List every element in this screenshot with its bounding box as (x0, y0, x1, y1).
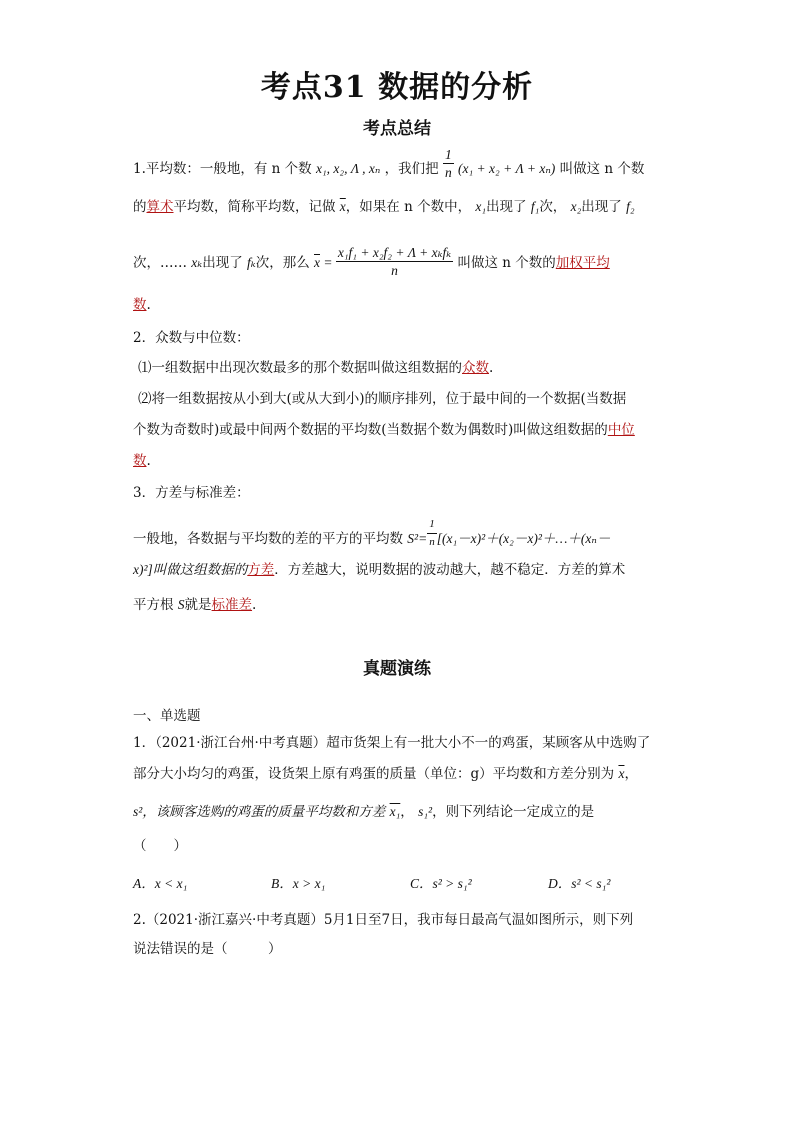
item1-line3-text-c: 次，那么 (255, 255, 310, 271)
item3-l3-end: . (252, 597, 257, 613)
item1-fk: fₖ (247, 255, 256, 270)
item3-l3-text-a: 平方根 (133, 597, 174, 613)
q1-line3 (133, 802, 594, 822)
item1-line1 (133, 147, 645, 187)
term-variance: 方差 (247, 562, 275, 578)
q1-option-b[interactable]: B．x > x₁ (271, 876, 326, 891)
item1-line3-text-a: 次，…… (133, 255, 187, 271)
item1-x2: x₂ (570, 199, 582, 214)
practice-heading: 真题演练 (363, 659, 431, 679)
q1-option-d[interactable]: D．s² < s₁² (548, 876, 611, 891)
q1-l2-text: 部分大小均匀的鸡蛋，设货架上原有鸡蛋的质量（单位：g）平均数和方差分别为 (133, 766, 615, 782)
item2-p2-line1: ⑵将一组数据按从小到大(或从大到小)的顺序排列，位于最中间的一个数据(当数据 (138, 391, 627, 407)
section-label: 一、单选题 (133, 708, 201, 724)
item1-expr: (x₁ + x₂ + Λ + xₙ) (457, 161, 556, 176)
item3-l2-text: ．方差越大，说明数据的波动越大，越不稳定．方差的算术 (274, 562, 626, 578)
q2-line2: 说法错误的是（ ） (133, 941, 282, 957)
item1-xk: xₖ (191, 255, 203, 270)
q1-s1: s₁² (418, 804, 433, 819)
item1-f2: f₂ (626, 199, 635, 214)
item1-line2-text-b: 平均数，简称平均数，记做 (173, 199, 336, 215)
item1-frac-den: n (444, 165, 452, 180)
item3-heading: 3．方差与标准差： (133, 485, 250, 501)
term-mode: 众数 (462, 360, 489, 376)
summary-heading: 考点总结 (363, 119, 431, 139)
page-title: 考点31 数据的分析 (260, 70, 534, 105)
q1-l2-end: ， (624, 766, 638, 782)
q1-l3-tail: ，则下列结论一定成立的是 (432, 804, 595, 820)
q1-l3-text: s²，该顾客选购的鸡蛋的质量平均数和方差 (133, 804, 386, 819)
item3-l3-text-b: 就是 (184, 597, 212, 613)
item1-line2-text-e: 次， (539, 199, 567, 215)
item1-line3-text-d: 叫做这 n 个数的 (457, 255, 556, 271)
q1-line2 (133, 764, 638, 784)
weighted-fraction (336, 244, 453, 279)
weighted-den: n (391, 263, 398, 278)
q1-l3-sep: ， (400, 804, 414, 820)
item1-frac-num: 1 (444, 147, 452, 162)
item1-xbar: $\overline{x}$ (339, 199, 346, 214)
term-std: 标准差 (211, 597, 253, 613)
q1-option-c[interactable]: C．s² > s₁² (410, 876, 472, 891)
variance-frac-den: n (429, 536, 435, 548)
q1-paren: （ ） (133, 838, 187, 854)
variance-symbol: S²= (407, 531, 428, 546)
item1-line4 (133, 295, 151, 315)
item3-l1-text: 一般地，各数据与平均数的差的平方的平均数 (133, 531, 403, 547)
item1-line2-text-a: 的 (133, 199, 147, 215)
item1-line2 (133, 197, 635, 217)
item1-f1: f₁ (530, 199, 540, 214)
item1-line3: 次，…… xₖ出现了 fₖ次，那么 $\overline{x}$ = $\frac{\text{x₁f₁ + x₂f₂ + Λ + xₖfₖ}}{n}$ 叫做这 n 个数的加权平均 (133, 245, 610, 278)
term-median-a: 中位 (607, 422, 635, 438)
q2-line1: 2.（2021·浙江嘉兴·中考真题）5月1日至7日，我市每日最高气温如图所示，则下列 (133, 912, 634, 928)
item2-p1 (138, 358, 493, 378)
item1-xbar-2: $\overline{x}$ (314, 255, 320, 270)
term-weighted-b: 数 (133, 297, 147, 313)
item3-line1 (133, 518, 611, 557)
term-weighted-a: 加权平均 (555, 255, 610, 271)
item2-p2-line2 (133, 420, 635, 440)
item2-p1-end: . (489, 360, 494, 376)
item2-p2-end: . (146, 453, 151, 469)
item1-line3-text-b: 出现了 (202, 255, 243, 271)
item1-vars: x₁, x₂, Λ , xₙ (315, 161, 381, 176)
item2-p2-line3 (133, 451, 151, 471)
item1-line4-end: . (146, 297, 151, 313)
term-arithmetic: 算术 (146, 199, 174, 215)
q1-x1bar: x₁ (389, 804, 401, 819)
item1-line2-text-d: 出现了 (486, 199, 527, 215)
item3-line3 (133, 595, 256, 615)
weighted-num: x₁f₁ + x₂f₂ + Λ + xₖfₖ (337, 245, 452, 260)
variance-frac-num: 1 (427, 516, 437, 534)
item2-heading: 2．众数与中位数： (133, 330, 250, 346)
item1-prefix: 1.平均数：一般地，有 n 个数 (133, 161, 312, 177)
item1-mid: ，我们把 (384, 161, 439, 177)
item1-fraction (443, 146, 454, 181)
q1-line1: 1．（2021·浙江台州·中考真题）超市货架上有一批大小不一的鸡蛋，某顾客从中选购了 (133, 735, 651, 751)
q1-option-a[interactable]: A．x < x₁ (133, 876, 188, 891)
item1-x1: x₁ (475, 199, 487, 214)
term-median-b: 数 (133, 453, 147, 469)
item2-p2-text: 个数为奇数时)或最中间两个数据的平均数(当数据个数为偶数时)叫做这组数据的 (133, 422, 608, 438)
item3-line2 (133, 560, 625, 580)
variance-fraction (427, 516, 437, 551)
variance-expr: [(x₁－x)²＋(x₂－x)²＋…＋(xₙ－ (436, 531, 611, 546)
variance-expr-end: x)²]叫做这组数据的 (133, 562, 248, 577)
item1-line2-text-f: 出现了 (581, 199, 622, 215)
item1-suffix: 叫做这 n 个数 (559, 161, 645, 177)
item2-p1-text: ⑴一组数据中出现次数最多的那个数据叫做这组数据的 (138, 360, 462, 376)
q1-xbar: $\overline{x}$ (618, 766, 625, 781)
item1-line2-text-c: ，如果在 n 个数中， (345, 199, 472, 215)
item3-s: S (177, 597, 185, 612)
